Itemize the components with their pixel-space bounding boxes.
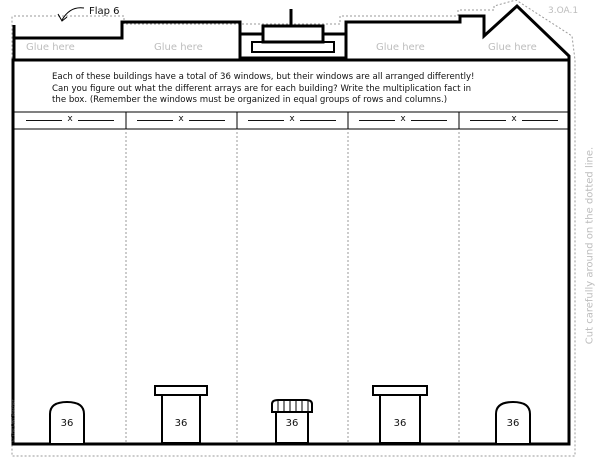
door-number: 36	[393, 418, 407, 429]
instruction-line: Each of these buildings have a total of 36 windows, but their windows are all arranged differently!	[52, 72, 475, 82]
chimney-top	[263, 26, 323, 42]
times-symbol: x	[67, 114, 73, 124]
standard-code: 3.OA.1	[548, 6, 579, 16]
door-awning	[373, 386, 427, 395]
glue-label: Glue here	[154, 42, 203, 53]
instruction-line: the box. (Remember the windows must be organized in equal groups of rows and columns.)	[52, 95, 448, 105]
door-number: 36	[60, 418, 74, 429]
glue-label: Glue here	[488, 42, 537, 53]
door-awning	[155, 386, 207, 395]
glue-label: Glue here	[26, 42, 75, 53]
instruction-line: Can you figure out what the different arrays are for each building? Write the multiplication fact in	[52, 83, 472, 94]
cut-instructions: Cut carefully around on the dotted line.	[584, 146, 596, 345]
times-symbol: x	[289, 114, 295, 124]
copyright: © The Owl Teacher	[11, 399, 17, 443]
fact-blank[interactable]	[126, 112, 236, 124]
times-symbol: x	[178, 114, 184, 124]
instructions	[52, 72, 532, 107]
door-number: 36	[506, 418, 520, 429]
fact-blank[interactable]	[237, 112, 347, 124]
fact-blank[interactable]	[348, 112, 458, 124]
door-number: 36	[285, 418, 299, 429]
fact-blank[interactable]	[459, 112, 569, 124]
flap-label: Flap 6	[89, 6, 120, 17]
door-number: 36	[174, 418, 188, 429]
fact-blank[interactable]	[15, 112, 125, 124]
glue-label: Glue here	[376, 42, 425, 53]
times-symbol: x	[511, 114, 517, 124]
cut-line	[12, 0, 575, 456]
times-symbol: x	[400, 114, 406, 124]
